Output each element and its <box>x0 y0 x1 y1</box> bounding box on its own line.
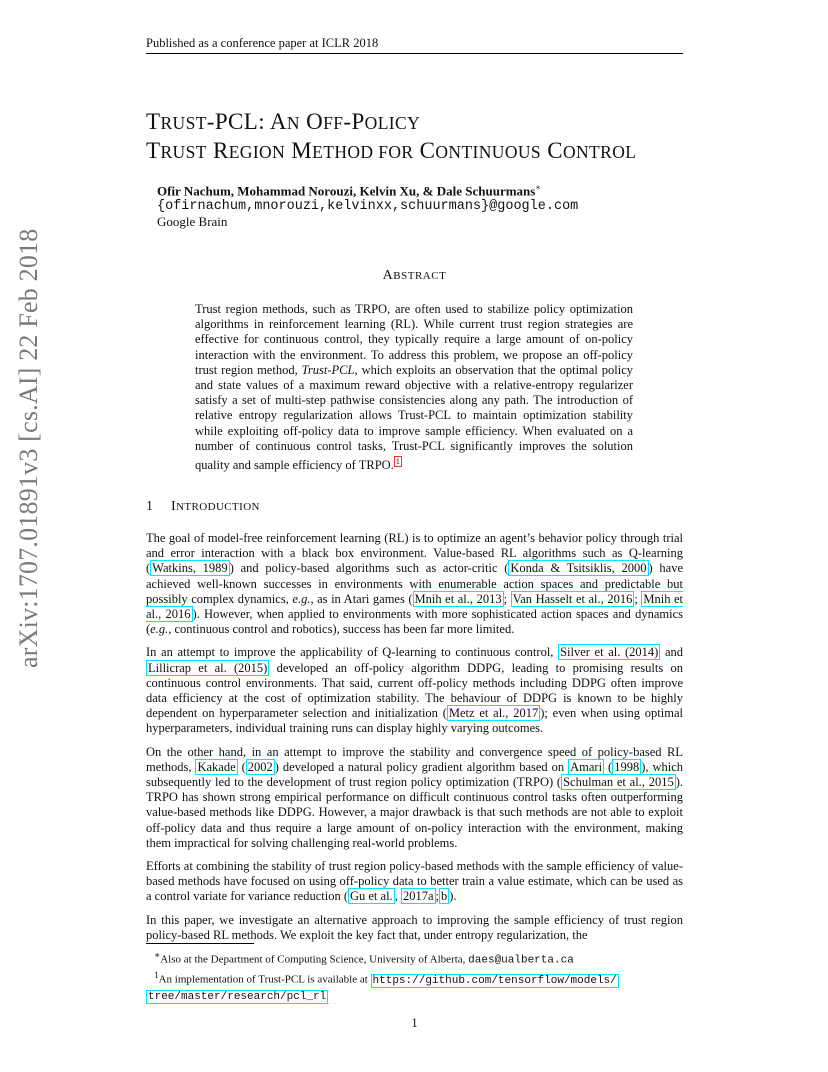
paragraph-5: In this paper, we investigate an alternative approach to improving the sample efficiency of trust region policy-based RL methods. We exploit the key fact that, under entropy regularization, the <box>146 912 683 942</box>
citation-link[interactable]: Lillicrap et al. (2015) <box>148 660 268 675</box>
footnote-implementation: $^1$An implementation of Trust-PCL is available at https://github.com/tensorflow/models/ <box>154 970 617 987</box>
author-footnote-mark: ∗ <box>535 183 541 192</box>
citation-link[interactable]: Metz et al., 2017 <box>448 706 539 721</box>
header-rule <box>146 53 683 54</box>
citation-link[interactable]: 1998 <box>614 759 640 774</box>
citation-link[interactable]: Watkins, 1989 <box>152 561 228 576</box>
implementation-url-link[interactable]: https://github.com/tensorflow/models/ <box>372 974 617 987</box>
citation-link[interactable]: 2017a <box>402 889 434 904</box>
footnote-ref-1[interactable]: 1 <box>395 457 400 467</box>
citation-link[interactable]: Mnih et al., 2013 <box>414 591 502 606</box>
paragraph-3: On the other hand, in an attempt to improve the stability and convergence speed of policy-based RL methods, Kakade ( 2002 ) developed a natural policy gradient algorithm based on Amari ( 1998 ), which subsequently led to the development of trust region policy optimization (TRPO) ( Schulman et al., 2015 ). TRPO has shown strong empirical performance on difficult continuous control tasks often outperforming value-based methods like DDPG. However, a major drawback is that such methods are not able to exploit off-policy data and thus require a large amount of on-policy interaction with the environment, making them impractical for solving challenging real-world problems. <box>146 744 683 850</box>
title-line-2: TRUST REGION METHOD FOR CONTINUOUS CONTROL <box>146 138 637 163</box>
citation-link[interactable]: Gu et al. <box>349 889 393 904</box>
implementation-url-link-cont[interactable]: tree/master/research/pcl_rl <box>148 990 327 1003</box>
paragraph-2: In an attempt to improve the applicability of Q-learning to continuous control, Silver et al. (2014) and Lillicrap et al. (2015) developed an off-policy algorithm DDPG, leading to promising results on continuous control environments. That said, current off-policy methods including DDPG often improve data efficiency at the cost of optimization stability. The behaviour of DDPG is known to be highly dependent on hyperparameter selection and initialization ( Metz et al., 2017 ); even when using optimal hyperparameters, individual training runs can display highly varying outcomes. <box>146 645 684 736</box>
abstract-text: Trust region methods, such as TRPO, are often used to stabilize policy optimization algorithms in reinforcement learning (RL). While current trust region strategies are effective for continuous control, they typically require a large amount of on-policy interaction with the environment. To address this problem, we propose an off-policy trust region method, Trust-PCL, which exploits an observation that the optimal policy and state values of a maximum reward objective with a relative-entropy regularizer satisfy a set of multi-step pathwise consistencies along any path. The introduction of relative entropy regularization allows Trust-PCL to maintain optimization stability while exploiting off-policy data to improve sample efficiency. When evaluated on a number of continuous control tasks, Trust-PCL significantly improves the solution quality and sample efficiency of TRPO. $^1$ <box>195 302 633 473</box>
author-emails: {ofirnachum,mnorouzi,kelvinxx,schuurmans}@google.com <box>157 199 579 214</box>
citation-link[interactable]: Van Hasselt et al., 2016 <box>512 591 633 606</box>
title-line-1: TRUST-PCL: AN OFF-POLICY <box>146 109 421 134</box>
citation-link[interactable]: Schulman et al., 2015 <box>563 775 674 790</box>
citation-link[interactable]: Silver et al. (2014) <box>560 645 659 660</box>
paragraph-4: Efforts at combining the stability of trust region policy-based methods with the sample efficiency of value-based methods have focused on using off-policy data to better train a value estimate, which can be used as a control variate for variance reduction ( Gu et al. , 2017a ; b ). <box>146 859 683 904</box>
author-affiliation: Google Brain <box>157 214 228 229</box>
abstract-heading: ABSTRACT <box>382 268 447 283</box>
citation-link[interactable]: Amari <box>570 759 603 774</box>
introduction-body <box>146 531 683 951</box>
footnote-email: daes@ualberta.ca <box>468 954 574 967</box>
footnote-affiliation: ∗Also at the Department of Computing Science, University of Alberta, daes@ualberta.ca <box>154 950 574 967</box>
citation-link[interactable]: Mnih et al., 2016 <box>146 591 684 622</box>
footnotes <box>146 948 683 1004</box>
footnote-rule <box>146 943 254 944</box>
page-number: 1 <box>411 1016 418 1030</box>
section-heading-introduction: 1 INTRODUCTION <box>146 499 260 514</box>
citation-link[interactable]: Kakade <box>197 759 236 774</box>
arxiv-stamp: arXiv:1707.01891v3 [cs.AI] 22 Feb 2018 <box>14 228 43 668</box>
paragraph-1: The goal of model-free reinforcement learning (RL) is to optimize an agent’s behavior policy through trial and error interaction with a black box environment. Value-based RL algorithms such as Q-learning ( Watkins, 1989 ) and policy-based algorithms such as actor-critic ( Konda & Tsitsiklis, 2000 ) have achieved well-known successes in environments with enumerable action spaces and predictable but possibly complex dynamics, e.g., as in Atari games ( Mnih et al., 2013 ; Van Hasselt et al., 2016 ; Mnih et al., 2016 ). However, when applied to environments with more sophisticated action spaces and dynamics (e.g., continuous control and robotics), success has been far more limited. <box>146 531 684 637</box>
paper-title <box>146 108 706 166</box>
footnote-url-continuation <box>146 989 683 1005</box>
citation-link[interactable]: Konda & Tsitsiklis, 2000 <box>510 561 647 576</box>
citation-link[interactable]: 2002 <box>247 759 273 774</box>
author-names: Ofir Nachum, Mohammad Norouzi, Kelvin Xu, & Dale Schuurmans∗ <box>157 183 541 199</box>
citation-link[interactable]: b <box>440 889 448 904</box>
running-header: Published as a conference paper at ICLR 2018 <box>146 36 379 50</box>
